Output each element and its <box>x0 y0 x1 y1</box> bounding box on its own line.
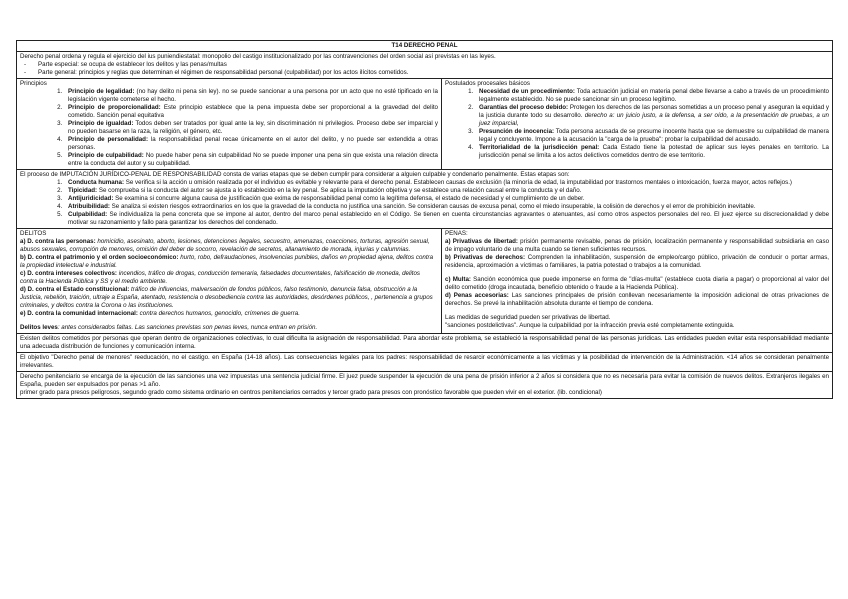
item-term: c) Multa: <box>445 276 471 283</box>
item-text: Toda persona acusada de se presume inocente hasta que se demuestre su culpabilidad de manera legal y concluyente. Impone a la acusación la "carga de la prueba": probar la culpabilidad del acusado. <box>479 128 829 143</box>
intro-item: - Parte especial: se ocupa de establecer los delitos y las penas/multas <box>38 61 829 69</box>
item-text: Las sanciones principales de prisión conllevan necesariamente la imposición adicional de otras privaciones de derechos. Se prevé la inhabilitación absoluta durante el tiempo de condena. <box>445 292 830 307</box>
intro-item: - Parte general: principios y reglas que determinan el régimen de responsabilidad personal (culpabilidad) por los actos ilícitos cometidos. <box>38 69 829 77</box>
item-text: Se examina si concurre alguna causa de justificación que exima de responsabilidad penal como la legítima defensa, el estado de necesidad y el cumplimiento de un deber. <box>113 195 585 202</box>
item-text: hurto, robo, defraudaciones, insolvencias punibles, daños en propiedad ajena, delitos contra la propiedad intelectual e industrial. <box>20 254 434 269</box>
item-text: homicidio, asesinato, aborto, lesiones, detenciones ilegales, secuestro, amenazas, coacciones, torturas, agresión sexual, abusos sexuales, corrupción de menores, omisión del deber de socorro, revelación de secretos, allanamiento de morada, injurias y calumnias. <box>20 238 430 253</box>
penas-heading: PENAS: <box>445 230 468 237</box>
delito-item <box>20 310 438 318</box>
delito-item <box>20 254 438 270</box>
item-text: prisión permanente revisable, penas de prisión, localización permanente y responsabilidad subsidiaria en caso de impago voluntario de una multa cuando se tienen suficientes recursos. <box>445 238 830 253</box>
postulados-list <box>445 88 829 160</box>
item-text: Sanción económica que puede imponerse en forma de "días-multa" (establece cuota diaria a pagar) o proporcional al valor del delito cometido (droga incautada, beneficio obtenido o fraude a la Hacienda Pública). <box>445 276 830 291</box>
imputacion-intro <box>20 171 829 179</box>
item-term: Conducta humana: <box>68 179 125 186</box>
item-text: (no hay delito ni pena sin ley). no se puede sancionar a una persona por un acto que no esté tipificado en la legislación vigente cometerse el hecho. <box>68 88 439 103</box>
penitenciario-grados: primer grado para presos peligrosos, segundo grado como sistema ordinario en centros penitenciarios cerrados y tercer grado para presos con pronóstico favorable que pueden vivir en el exterior. (lib. condicional) <box>20 389 602 396</box>
imputacion-post: consta de varias etapas que se deben cumplir para considerar a alguien culpable y condenarlo penalmente. Estas etapas son: <box>221 171 570 178</box>
organizaciones-cell: Existen delitos cometidos por personas que operan dentro de organizaciones colectivas, lo cual dificulta la asignación de responsabilidad. Para abordar este problema, se estableció la responsabilidad penal de las personas jurídicas. Las entidades pueden evitar esta responsabilidad mediante una adecuada distribución de funciones y comunicación interna. <box>17 334 833 353</box>
item-term: a) Privativas de libertad: <box>445 238 518 245</box>
intro-cell <box>17 52 833 79</box>
item-text: Toda actuación judicial en materia penal debe llevarse a cabo a través de un procedimiento legalmente establecido. No se puede sancionar sin un proceso legítimo. <box>479 88 830 103</box>
item-term: b) Privativas de derechos: <box>445 254 526 261</box>
principios-cell <box>17 79 442 170</box>
list-item <box>64 152 438 168</box>
item-term: Garantías del proceso debido: <box>479 104 569 111</box>
item-text: la responsabilidad penal recae únicamente en el autor del delito, y no puede ser extendida a otras personas. <box>68 136 438 151</box>
item-term: Atribuibilidad: <box>68 203 110 210</box>
item-term: d) Penas accesorias: <box>445 292 509 299</box>
document-title: T14 DERECHO PENAL <box>17 41 833 52</box>
postulados-heading: Postulados procesales básicos <box>445 80 530 87</box>
list-item <box>64 136 438 152</box>
list-item <box>475 104 829 128</box>
item-text: Cada Estado tiene la potestad de aplicar sus leyes penales en territorio. La jurisdicción penal se limita a los actos delictivos cometidos dentro de ese territorio. <box>479 144 829 159</box>
item-term: a) D. contra las personas: <box>20 238 96 245</box>
item-text: contra derechos humanos, genocidio, crímenes de guerra. <box>137 310 300 317</box>
list-item <box>64 104 438 120</box>
intro-text: Derecho penal ordena y regula el ejercicio del ius puniendiestatal: monopolio del castigo institucionalizado por las contravenciones del orden social así previstas en las leyes. <box>20 53 496 60</box>
item-term: Culpabilidad: <box>68 211 108 218</box>
item-term: e) D. contra la comunidad internacional: <box>20 310 138 317</box>
imputacion-list <box>20 179 829 227</box>
item-term: Principio de personalidad: <box>68 136 149 143</box>
intro-list <box>20 61 829 77</box>
item-term: Antijuridicidad: <box>68 195 114 202</box>
list-item <box>64 179 829 187</box>
item-term: Presunción de inocencia: <box>479 128 555 135</box>
imputacion-cell <box>17 170 833 229</box>
item-term: c) D. contra intereses colectivos: <box>20 270 117 277</box>
pena-item <box>445 276 829 292</box>
document <box>16 40 832 399</box>
list-item <box>64 187 829 195</box>
item-text: tráfico de influencias, malversación de fondos públicos, falso testimonio, denuncia falsa, obstrucción a la Justicia, rebelión, traición, ultraje a España, atentado, resistencia o desobediencia contra las autoridades, desórdenes públicos, , pertenencia a grupos criminales, y delitos contra la Corona o las instituciones. <box>20 286 433 309</box>
pena-item <box>445 254 829 270</box>
principios-list <box>20 88 438 168</box>
item-italic: derecho a: un juicio justo, a la defensa, a ser oído, a la presentación de pruebas, a un juez imparcial, <box>479 112 830 127</box>
imputacion-pre: El proceso de <box>20 171 60 178</box>
list-item <box>64 88 438 104</box>
item-term: d) D. contra el Estado constitucional: <box>20 286 130 293</box>
pena-item <box>445 292 829 308</box>
penitenciario-text: Derecho penitenciario se encarga de la ejecución de las sanciones una vez impuestas una sentencia judicial firme. El juez puede suspender la ejecución de una pena de prisión inferior a 2 años si considera que no es necesaria para evitar la comisión de nuevos delitos. Extranjeros ilegales en España, pueden ser expulsados por penas >1 año. <box>20 373 830 388</box>
delito-item <box>20 270 438 286</box>
list-item <box>475 88 829 104</box>
item-term: Principio de legalidad: <box>68 88 135 95</box>
delito-item <box>20 238 438 254</box>
delitos-cell <box>17 229 442 334</box>
item-text: incendios, tráfico de drogas, conducción temeraria, falsedades documentales, falsificación de moneda, delitos contra la Hacienda Pública y SS y el medio ambiente. <box>20 270 421 285</box>
item-text: Todos deben ser tratados por igual ante la ley, sin discriminación ni privilegios. Proceso debe ser imparcial y no pueden basarse en la raza, la religión, el género, etc. <box>68 120 438 135</box>
postulados-cell <box>442 79 833 170</box>
delito-item <box>20 286 438 310</box>
item-term: Tipicidad: <box>68 187 98 194</box>
item-text: : antes considerados faltas. Las sanciones previstas son penas leves, nunca entran en prisión. <box>57 324 318 331</box>
item-term: b) D. contra el patrimonio y el orden socioeconómico: <box>20 254 179 261</box>
item-term: Territorialidad de la jurisdicción penal: <box>479 144 600 151</box>
list-item <box>475 128 829 144</box>
item-text: Se comprueba si la conducta del autor se ajusta a lo establecido en la ley penal. Se aplica la imputación objetiva y se establece una relación causal entre la conducta y el daño. <box>97 187 582 194</box>
list-item <box>64 203 829 211</box>
penas-medidas: Las medidas de seguridad pueden ser privativas de libertad. <box>445 314 611 321</box>
penitenciario-cell <box>17 372 833 399</box>
item-text: Se analiza si existen riesgos extraordinarios en los que la gravedad de la conducta no justifica una sanción. Se consideran causas de excusa penal, como el miedo insuperable, la colisión de derechos y el error de prohibición inevitable. <box>109 203 756 210</box>
item-term: Principio de proporcionalidad: <box>68 104 161 111</box>
item-text: Se verifica si la acción u omisión realizada por el individuo es evitable y relevante para el derecho penal. Establecen causas de exclusión (la minoría de edad, la imputabilidad por trastornos mentales o intoxicación, fuerza mayor, actos reflejos.) <box>124 179 792 186</box>
pena-item <box>445 238 829 254</box>
list-item <box>475 144 829 160</box>
item-text: No puede haber pena sin culpabilidad No se puede imponer una pena sin que exista una relación directa entre la conducta del autor y su culpabilidad. <box>68 152 439 167</box>
item-text: Se individualiza la pena concreta que se impone al autor, dentro del marco penal establecido en el Código. Se tienen en cuenta circunstancias agravantes o atenuantes, así como otros aspectos personales del reo. El juez ejerce su discrecionalidad y debe motivar su razonamiento y fallo para garantizar los derechos del condenado. <box>68 211 830 226</box>
item-text: Comprenden la inhabilitación, suspensión de empleo/cargo público, privación de conducir o portar armas, residencia, aproximación a víctimas o familiares, la patria potestad o trabajos a la comunidad. <box>445 254 830 269</box>
item-term: Principio de culpabilidad: <box>68 152 144 159</box>
item-term: Principio de igualdad: <box>68 120 134 127</box>
principios-heading: Principios <box>20 80 47 87</box>
list-item <box>64 211 829 227</box>
item-text: Este principio establece que la pena impuesta debe ser proporcional a la gravedad del delito cometido. Sanción penal equitativa <box>68 104 438 119</box>
imputacion-term: IMPUTACIÓN JURÍDICO-PENAL DE RESPONSABILIDAD <box>59 171 222 178</box>
list-item <box>64 120 438 136</box>
penas-cell <box>442 229 833 334</box>
item-term: Necesidad de un procedimiento: <box>479 88 575 95</box>
list-item <box>64 195 829 203</box>
item-term: Delitos leves <box>20 324 58 331</box>
delitos-heading: DELITOS <box>20 230 47 237</box>
item-text: Protegen los derechos de las personas sometidas a un proceso penal y aseguran la equidad y la justicia durante todo su desarrollo. <box>479 104 830 119</box>
summary-table <box>16 40 833 399</box>
menores-cell: El objetivo "Derecho penal de menores" reeducación, no el castigo. en España (14-18 años). Las consecuencias legales para los padres: responsabilidad de resarcir económicamente a las víctimas y la posibilidad de intervención de la Administración. <14 años se consideran penalmente irrelevantes. <box>17 353 833 372</box>
penas-postdelictivas: "sanciones postdelictivas". Aunque la culpabilidad por la infracción previa esté completamente extinguida. <box>445 322 735 329</box>
delitos-leves <box>20 324 438 332</box>
